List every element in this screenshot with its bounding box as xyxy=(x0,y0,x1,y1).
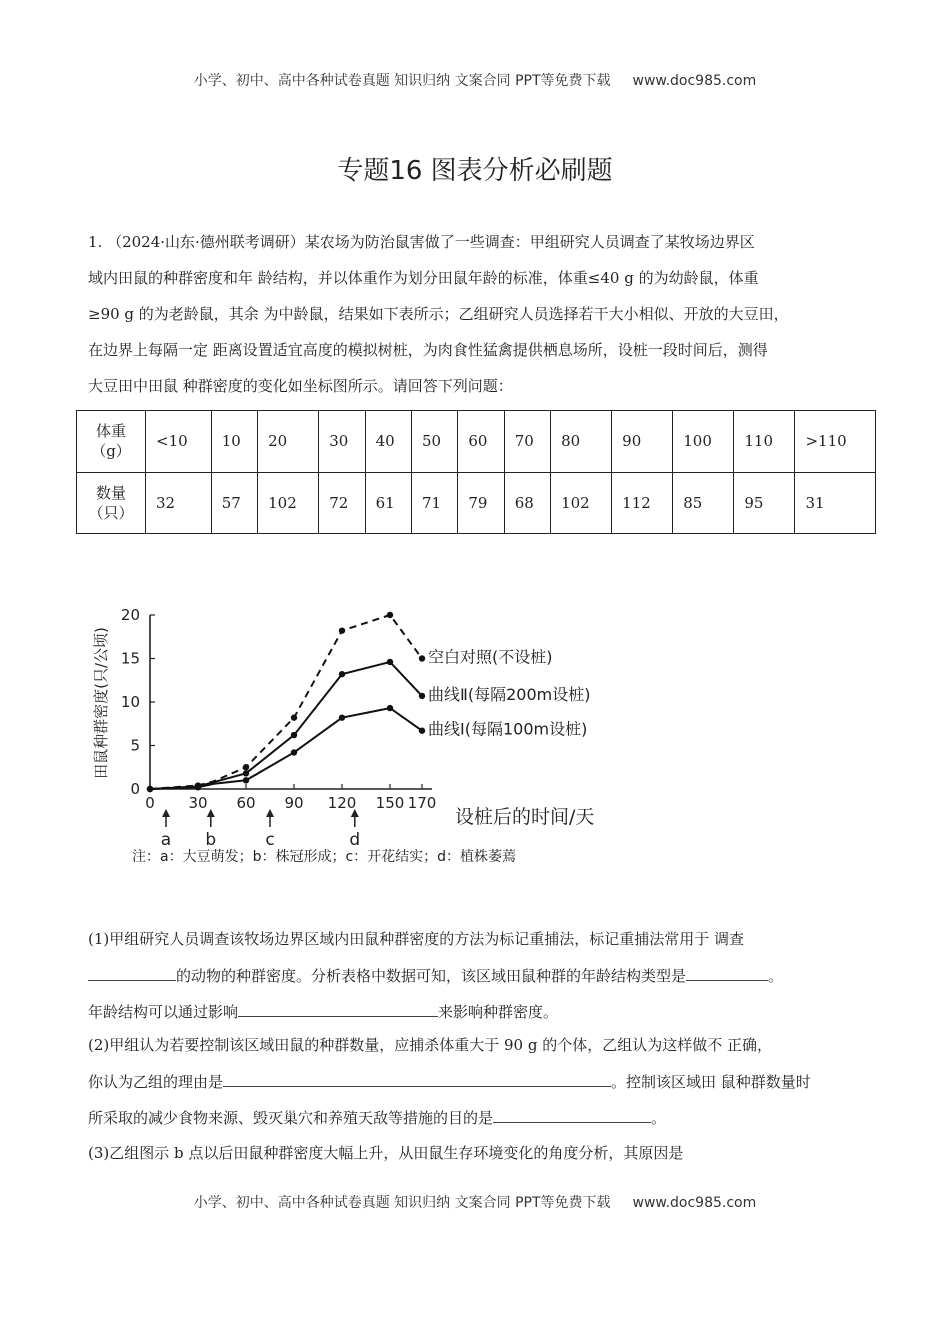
q1-line3: 年龄结构可以通过影响 来影响种群密度。 xyxy=(88,1000,558,1022)
data-point xyxy=(291,732,297,738)
series-line xyxy=(150,615,422,789)
answer-blank[interactable] xyxy=(238,1000,438,1017)
x-tick-label: 30 xyxy=(188,794,208,812)
chart-note: 注：a：大豆萌发；b：株冠形成；c：开花结实；d：植株萎蔫 xyxy=(132,849,517,865)
data-point xyxy=(387,705,393,711)
table-cell: 95 xyxy=(734,472,795,534)
table-cell: 79 xyxy=(458,472,504,534)
table-cell: 61 xyxy=(365,472,411,534)
table-cell: 100 xyxy=(673,411,734,473)
table-cell: 102 xyxy=(258,472,319,534)
stage-arrow-head xyxy=(207,809,215,817)
answer-blank[interactable] xyxy=(686,964,768,981)
stage-marker-label: a xyxy=(160,830,172,850)
x-tick-label: 150 xyxy=(375,794,405,812)
data-point xyxy=(339,714,345,720)
table-row-count xyxy=(77,472,876,534)
data-point xyxy=(339,671,345,677)
table-cell: 70 xyxy=(504,411,550,473)
density-line-chart xyxy=(80,595,640,875)
stage-arrow-head xyxy=(162,809,170,817)
stage-marker-label: c xyxy=(265,830,275,850)
y-axis-label: 田鼠种群密度(只/公顷) xyxy=(92,627,110,779)
x-axis-label: 设桩后的时间/天 xyxy=(455,806,595,828)
footer-text: 小学、初中、高中各种试卷真题 知识归纳 文案合同 PPT等免费下载 xyxy=(193,1195,611,1211)
data-point xyxy=(339,627,345,633)
row-header-weight: 体重 （g） xyxy=(77,411,146,473)
row-header-count: 数量 （只） xyxy=(77,472,146,534)
table-cell: 110 xyxy=(734,411,795,473)
data-point xyxy=(387,612,393,618)
table-cell: 20 xyxy=(258,411,319,473)
y-tick-label: 5 xyxy=(130,736,140,755)
data-point xyxy=(147,786,153,792)
series-line xyxy=(150,708,422,789)
footer-url[interactable]: www.doc985.com xyxy=(632,1195,757,1211)
table-row-weight xyxy=(77,411,876,473)
table-cell: 102 xyxy=(551,472,612,534)
data-point xyxy=(387,659,393,665)
weight-count-table xyxy=(76,410,876,534)
q1-line1: (1)甲组研究人员调查该牧场边界区域内田鼠种群密度的方法为标记重捕法，标记重捕法常用于 调查 xyxy=(88,930,745,948)
answer-blank[interactable] xyxy=(88,964,176,981)
intro-line: 在边界上每隔一定 距离设置适宜高度的模拟树桩，为肉食性猛禽提供栖息场所，设桩一段时间后，测得 xyxy=(88,341,768,359)
series-legend-label: 曲线Ⅰ(每隔100m设桩) xyxy=(428,719,588,739)
data-point xyxy=(419,728,425,734)
questions xyxy=(88,920,888,1170)
x-tick-label: 90 xyxy=(284,794,304,812)
stage-arrow-head xyxy=(266,809,274,817)
table-cell: 57 xyxy=(211,472,257,534)
x-tick-label: 60 xyxy=(236,794,256,812)
table-cell: 31 xyxy=(795,472,876,534)
table-cell: 80 xyxy=(551,411,612,473)
table-cell: 112 xyxy=(612,472,673,534)
intro-line: 1. （2024·山东·德州联考调研）某农场为防治鼠害做了一些调查：甲组研究人员调查了某牧场边界区 xyxy=(88,233,755,251)
table-cell: 60 xyxy=(458,411,504,473)
intro-line: 大豆田中田鼠 种群密度的变化如坐标图所示。请回答下列问题： xyxy=(88,377,513,395)
q1-line2: 的动物的种群密度。分析表格中数据可知，该区域田鼠种群的年龄结构类型是 。 xyxy=(88,964,783,986)
page-footer xyxy=(0,1192,950,1212)
series-legend-label: 曲线Ⅱ(每隔200m设桩) xyxy=(428,684,591,704)
table-cell: 30 xyxy=(319,411,365,473)
data-point xyxy=(243,764,249,770)
table-cell: 10 xyxy=(211,411,257,473)
table-cell: 90 xyxy=(612,411,673,473)
intro-line: 域内田鼠的种群密度和年 龄结构，并以体重作为划分田鼠年龄的标准，体重≤40 g 的为幼龄鼠，体重 xyxy=(88,269,759,287)
q2-line3: 所采取的减少食物来源、毁灭巢穴和养殖天敌等措施的目的是 。 xyxy=(88,1106,666,1128)
q2-line1: (2)甲组认为若要控制该区域田鼠的种群数量，应捕杀体重大于 90 g 的个体，乙组认为这样做不 正确， xyxy=(88,1036,773,1054)
q2-line2: 你认为乙组的理由是 。控制该区域田 鼠种群数量时 xyxy=(88,1070,811,1092)
series-legend-label: 空白对照(不设桩) xyxy=(428,647,553,667)
page-header xyxy=(0,70,950,90)
intro-line: ≥90 g 的为老龄鼠，其余 为中龄鼠，结果如下表所示；乙组研究人员选择若干大小相似、开放的大豆田， xyxy=(88,305,789,323)
data-point xyxy=(243,770,249,776)
data-point xyxy=(195,784,201,790)
table-cell: <10 xyxy=(146,411,212,473)
x-tick-label: 170 xyxy=(407,794,437,812)
header-text: 小学、初中、高中各种试卷真题 知识归纳 文案合同 PPT等免费下载 xyxy=(193,73,611,89)
data-point xyxy=(243,777,249,783)
answer-blank[interactable] xyxy=(223,1070,611,1087)
table-cell: 32 xyxy=(146,472,212,534)
table-cell: 40 xyxy=(365,411,411,473)
header-url[interactable]: www.doc985.com xyxy=(632,73,757,89)
y-tick-label: 0 xyxy=(130,780,140,798)
y-tick-label: 15 xyxy=(120,649,140,668)
x-tick-label: 120 xyxy=(327,794,357,812)
data-point xyxy=(291,714,297,720)
x-tick-label: 0 xyxy=(145,794,155,812)
table-cell: 72 xyxy=(319,472,365,534)
stage-marker-label: d xyxy=(349,830,361,850)
table-cell: >110 xyxy=(795,411,876,473)
stage-marker-label: b xyxy=(205,830,217,850)
question-intro xyxy=(88,224,878,404)
y-tick-label: 20 xyxy=(120,606,140,624)
data-point xyxy=(291,749,297,755)
table-cell: 85 xyxy=(673,472,734,534)
table-cell: 50 xyxy=(411,411,457,473)
page-title: 专题16 图表分析必刷题 xyxy=(337,156,613,186)
answer-blank[interactable] xyxy=(493,1106,651,1123)
y-tick-label: 10 xyxy=(120,693,140,711)
data-point xyxy=(419,655,425,661)
table-cell: 68 xyxy=(504,472,550,534)
data-point xyxy=(419,693,425,699)
table-cell: 71 xyxy=(411,472,457,534)
q3-line1: (3)乙组图示 b 点以后田鼠种群密度大幅上升，从田鼠生存环境变化的角度分析，其原因是 xyxy=(88,1144,684,1162)
